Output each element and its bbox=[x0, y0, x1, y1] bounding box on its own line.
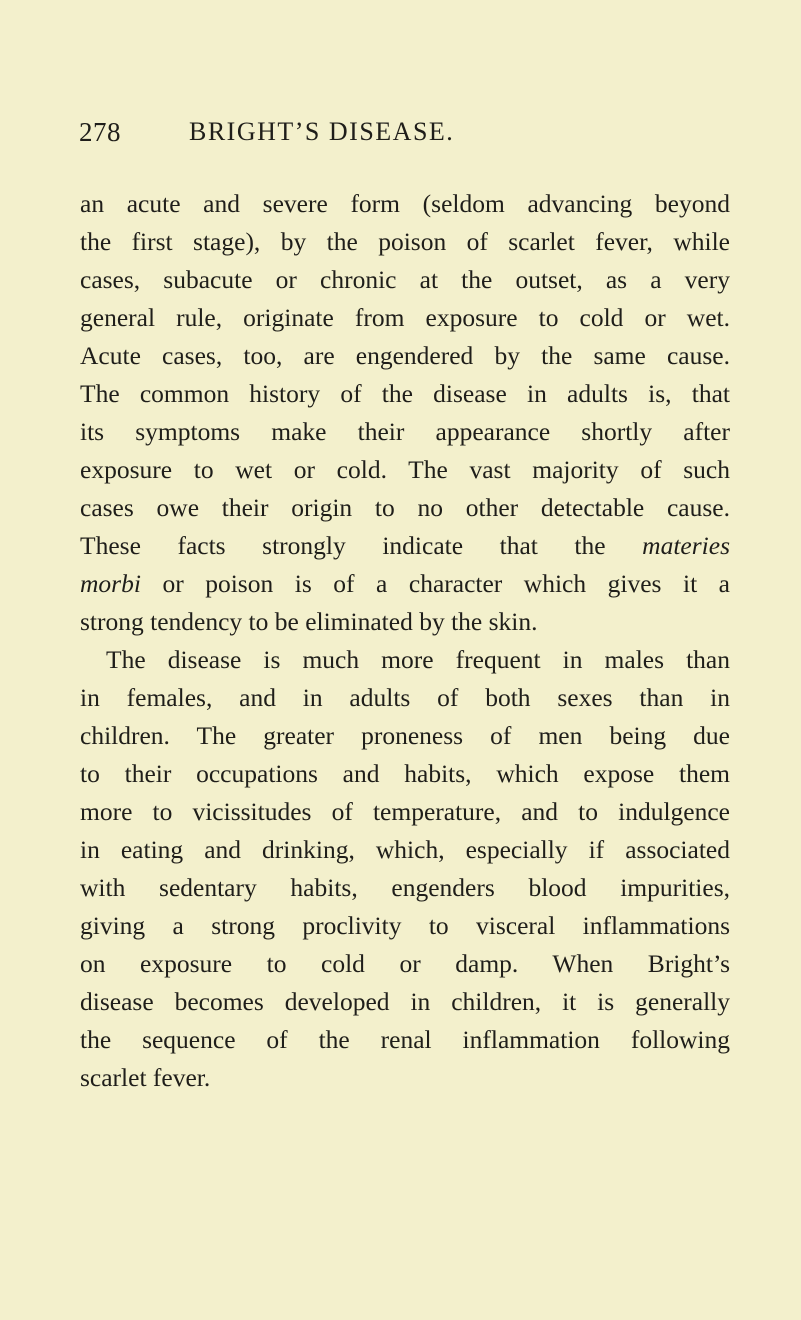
text-line: The disease is much more frequent in males than bbox=[106, 645, 730, 674]
text-line: more to vicissitudes of temperature, and to indulgence bbox=[80, 797, 730, 826]
text-line: strong tendency to be eliminated by the skin. bbox=[80, 607, 538, 636]
text-line: children. The greater proneness of men being due bbox=[80, 721, 730, 750]
text-line: cases, subacute or chronic at the outset, as a very bbox=[80, 265, 730, 294]
text-line: with sedentary habits, engenders blood impurities, bbox=[80, 873, 730, 902]
page-header bbox=[79, 117, 729, 161]
text-line: an acute and severe form (seldom advancing beyond bbox=[80, 189, 730, 218]
running-head: BRIGHT’S DISEASE. bbox=[189, 117, 455, 146]
text-run: or poison is of a character which gives it a bbox=[140, 569, 730, 598]
body-text bbox=[80, 185, 730, 1097]
text-line: Acute cases, too, are engendered by the same cause. bbox=[80, 341, 730, 370]
latin-term: morbi bbox=[80, 569, 141, 598]
text-line: the first stage), by the poison of scarlet fever, while bbox=[80, 227, 730, 256]
text-line: to their occupations and habits, which expose them bbox=[80, 759, 730, 788]
text-line: in females, and in adults of both sexes than in bbox=[80, 683, 730, 712]
text-line: its symptoms make their appearance shortly after bbox=[80, 417, 730, 446]
text-line bbox=[80, 565, 730, 603]
text-run: These facts strongly indicate that the bbox=[80, 531, 606, 560]
text-line: in eating and drinking, which, especially if associated bbox=[80, 835, 730, 864]
text-line: general rule, originate from exposure to cold or wet. bbox=[80, 303, 730, 332]
text-line: cases owe their origin to no other detectable cause. bbox=[80, 493, 730, 522]
text-line: giving a strong proclivity to visceral inflammations bbox=[80, 911, 730, 940]
text-line bbox=[80, 527, 730, 565]
text-line: The common history of the disease in adults is, that bbox=[80, 379, 730, 408]
text-line: the sequence of the renal inflammation following bbox=[80, 1025, 730, 1054]
latin-term: materies bbox=[642, 531, 730, 560]
text-line: scarlet fever. bbox=[80, 1063, 211, 1092]
text-line: on exposure to cold or damp. When Bright’s bbox=[80, 949, 730, 978]
page-number: 278 bbox=[79, 117, 121, 147]
text-line: disease becomes developed in children, it is generally bbox=[80, 987, 730, 1016]
text-line: exposure to wet or cold. The vast majority of such bbox=[80, 455, 730, 484]
